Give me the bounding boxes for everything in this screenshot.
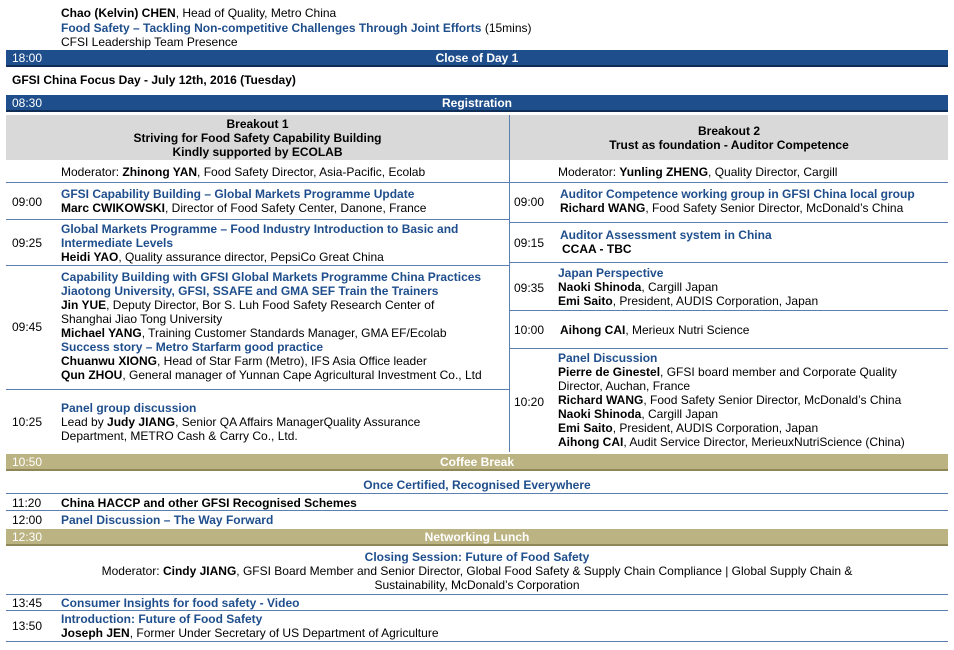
mod-name: Yunling ZHENG	[619, 165, 709, 179]
b1-session-0925	[61, 222, 458, 264]
row-divider	[6, 610, 948, 611]
session-title: Global Markets Programme – Food Industry Introduction to Basic and	[61, 222, 459, 236]
speaker-role: , GFSI board member and Corporate Quality	[660, 365, 897, 379]
session-time: 09:00	[12, 195, 43, 209]
session-time: 09:45	[12, 320, 43, 334]
row-divider	[6, 389, 509, 390]
session-title: Panel group discussion	[61, 401, 197, 415]
speaker-role-cont: Department, METRO Cash & Carry Co., Ltd.	[61, 429, 298, 443]
breakout1-moderator	[61, 165, 425, 179]
speaker-name: Joseph JEN	[61, 626, 130, 640]
coffee-break-bar	[6, 454, 948, 471]
bar-time: 08:30	[12, 95, 43, 110]
speaker-name: Naoki Shinoda	[558, 407, 642, 421]
speaker-role: , Head of Quality, Metro China	[175, 6, 337, 20]
mod-role: , GFSI Board Member and Senior Director, Global Food Safety & Supply Chain Compliance | Global Supply Chain &	[236, 564, 853, 578]
bar-time: 18:00	[12, 50, 43, 65]
speaker-role: , Deputy Director, Bor S. Luh Food Safety Research Center of	[106, 298, 435, 312]
speaker-role: , President, AUDIS Corporation, Japan	[612, 421, 819, 435]
session-title: Japan Perspective	[558, 266, 664, 280]
closing-title: Closing Session: Future of Food Safety	[364, 550, 590, 564]
talk-title: Food Safety – Tackling Non-competitive Challenges Through Joint Efforts	[61, 21, 482, 35]
breakout2-line1: Breakout 2	[697, 124, 761, 138]
s1350-session	[61, 612, 439, 640]
success-story-title: Success story – Metro Starfarm good practice	[61, 340, 324, 354]
breakout2-line2: Trust as foundation - Auditor Competence	[609, 138, 849, 152]
speaker-role-cont: Shanghai Jiao Tong University	[61, 312, 223, 326]
session-title: Introduction: Future of Food Safety	[61, 612, 263, 626]
b1-session-1025	[61, 401, 420, 443]
s1345-title: Consumer Insights for food safety - Video	[61, 596, 300, 610]
speaker-name: Chuanwu XIONG	[61, 354, 157, 368]
talk-duration: (15mins)	[481, 21, 532, 35]
speaker-name: Emi Saito	[558, 421, 613, 435]
row-divider	[510, 348, 948, 349]
speaker-name: Judy JIANG	[107, 415, 176, 429]
registration-bar	[6, 95, 948, 112]
b2-session-0915	[560, 228, 772, 256]
mod-name: Cindy JIANG	[162, 564, 237, 578]
speaker-name: Naoki Shinoda	[558, 280, 642, 294]
session-title: Auditor Assessment system in China	[560, 228, 772, 242]
speaker-name: Richard WANG	[558, 393, 644, 407]
speaker-role: , Training Customer Standards Manager, GMA EF/Ecolab	[141, 326, 447, 340]
session-time: 09:15	[514, 236, 545, 250]
row-divider	[510, 262, 948, 263]
bar-label: Networking Lunch	[424, 529, 530, 544]
top-talk	[61, 21, 532, 35]
speaker-name: Qun ZHOU	[61, 368, 123, 382]
b1-session-0945	[61, 270, 482, 382]
speaker-role: , President, AUDIS Corporation, Japan	[612, 294, 819, 308]
session-time: 12:00	[12, 513, 43, 527]
session-title-cont: Jiaotong University, GFSI, SSAFE and GMA SEF Train the Trainers	[61, 284, 439, 298]
top-speaker	[61, 6, 336, 20]
speaker-role: , Cargill Japan	[641, 407, 719, 421]
speaker-name: CCAA - TBC	[562, 242, 632, 256]
bar-label: Close of Day 1	[435, 50, 519, 65]
row-divider	[6, 182, 509, 183]
networking-lunch-bar	[6, 529, 948, 546]
once-certified-heading: Once Certified, Recognised Everywhere	[363, 478, 591, 492]
speaker-role: , Former Under Secretary of US Department of Agriculture	[129, 626, 439, 640]
speaker-name: Heidi YAO	[61, 250, 119, 264]
bar-time: 12:30	[12, 529, 43, 544]
closing-session	[6, 550, 948, 592]
mod-role: , Quality Director, Cargill	[708, 165, 838, 179]
row-divider	[6, 219, 509, 220]
speaker-role-cont: Director, Auchan, France	[558, 379, 691, 393]
speaker-role: , Director of Food Safety Center, Danone, France	[165, 201, 427, 215]
close-day1-bar	[6, 50, 948, 67]
breakout1-line2: Striving for Food Safety Capability Building	[133, 131, 382, 145]
speaker-role: , Food Safety Senior Director, McDonald’s China	[645, 201, 904, 215]
speaker-name: Emi Saito	[558, 294, 613, 308]
row-divider	[510, 222, 948, 223]
session-time: 10:25	[12, 415, 43, 429]
b2-session-1000	[560, 323, 749, 337]
focus-day-date: GFSI China Focus Day - July 12th, 2016	[12, 73, 237, 87]
row-divider	[6, 594, 948, 595]
speaker-name: Aihong CAI	[560, 323, 626, 337]
b2-session-1020	[558, 351, 905, 449]
bar-label: Registration	[441, 95, 512, 110]
session-time: 09:35	[514, 281, 545, 295]
speaker-role: , Quality assurance director, PepsiCo Great China	[118, 250, 384, 264]
mod-label: Moderator:	[61, 165, 123, 179]
session-time: 10:00	[514, 323, 545, 337]
session-time: 13:45	[12, 596, 43, 610]
focus-day-title	[12, 73, 296, 87]
session-title-cont: Intermediate Levels	[61, 236, 174, 250]
speaker-name: Michael YANG	[61, 326, 142, 340]
s1200-title: Panel Discussion – The Way Forward	[61, 513, 274, 527]
session-time: 09:25	[12, 236, 43, 250]
row-divider	[510, 182, 948, 183]
mod-label: Moderator:	[101, 564, 163, 578]
breakout2-header	[510, 115, 948, 160]
speaker-role: , Audit Service Director, MerieuxNutriScience (China)	[623, 435, 905, 449]
speaker-name: Jin YUE	[61, 298, 107, 312]
presence-text: CFSI Leadership Team Presence	[61, 35, 238, 49]
bar-time: 10:50	[12, 454, 43, 469]
speaker-role: , General manager of Yunnan Cape Agricultural Investment Co., Ltd	[122, 368, 482, 382]
breakout1-line1: Breakout 1	[226, 117, 289, 131]
speaker-name: Aihong CAI	[558, 435, 624, 449]
b1-session-0900	[61, 187, 426, 215]
s1120-title: China HACCP and other GFSI Recognised Schemes	[61, 496, 357, 510]
speaker-name: Marc CWIKOWSKI	[61, 201, 166, 215]
speaker-name: Richard WANG	[560, 201, 646, 215]
lead-label: Lead by	[61, 415, 108, 429]
breakout1-line3: Kindly supported by ECOLAB	[172, 145, 343, 159]
session-title: Panel Discussion	[558, 351, 658, 365]
row-divider	[6, 510, 948, 511]
breakout2-moderator	[558, 165, 837, 179]
speaker-name: Pierre de Ginestel	[558, 365, 661, 379]
row-divider	[6, 493, 948, 494]
session-time: 10:20	[514, 395, 545, 409]
b2-session-0935	[558, 266, 818, 308]
speaker-role: , Merieux Nutri Science	[625, 323, 750, 337]
row-divider	[6, 641, 948, 642]
row-divider	[510, 310, 948, 311]
breakout1-header	[6, 115, 509, 160]
bar-label: Coffee Break	[439, 454, 515, 469]
speaker-role: , Food Safety Senior Director, McDonald’s China	[643, 393, 902, 407]
mod-name: Zhinong YAN	[122, 165, 198, 179]
session-title: Capability Building with GFSI Global Markets Programme China Practices	[61, 270, 482, 284]
session-time: 13:50	[12, 619, 43, 633]
session-title: GFSI Capability Building – Global Markets Programme Update	[61, 187, 415, 201]
speaker-role: , Cargill Japan	[641, 280, 719, 294]
b2-session-0900	[560, 187, 915, 215]
mod-role-cont: Sustainability, McDonald’s Corporation	[374, 578, 580, 592]
focus-day-weekday: (Tuesday)	[240, 73, 296, 87]
speaker-role: , Head of Star Farm (Metro), IFS Asia Office leader	[157, 354, 427, 368]
speaker-role: , Senior QA Affairs ManagerQuality Assurance	[175, 415, 421, 429]
session-time: 11:20	[12, 496, 42, 510]
session-time: 09:00	[514, 195, 545, 209]
session-title: Auditor Competence working group in GFSI China local group	[560, 187, 915, 201]
speaker-name: Chao (Kelvin) CHEN	[61, 6, 176, 20]
breakout-divider	[509, 115, 510, 452]
row-divider	[6, 265, 509, 266]
mod-label: Moderator:	[558, 165, 620, 179]
mod-role: , Food Safety Director, Asia-Pacific, Ecolab	[197, 165, 426, 179]
